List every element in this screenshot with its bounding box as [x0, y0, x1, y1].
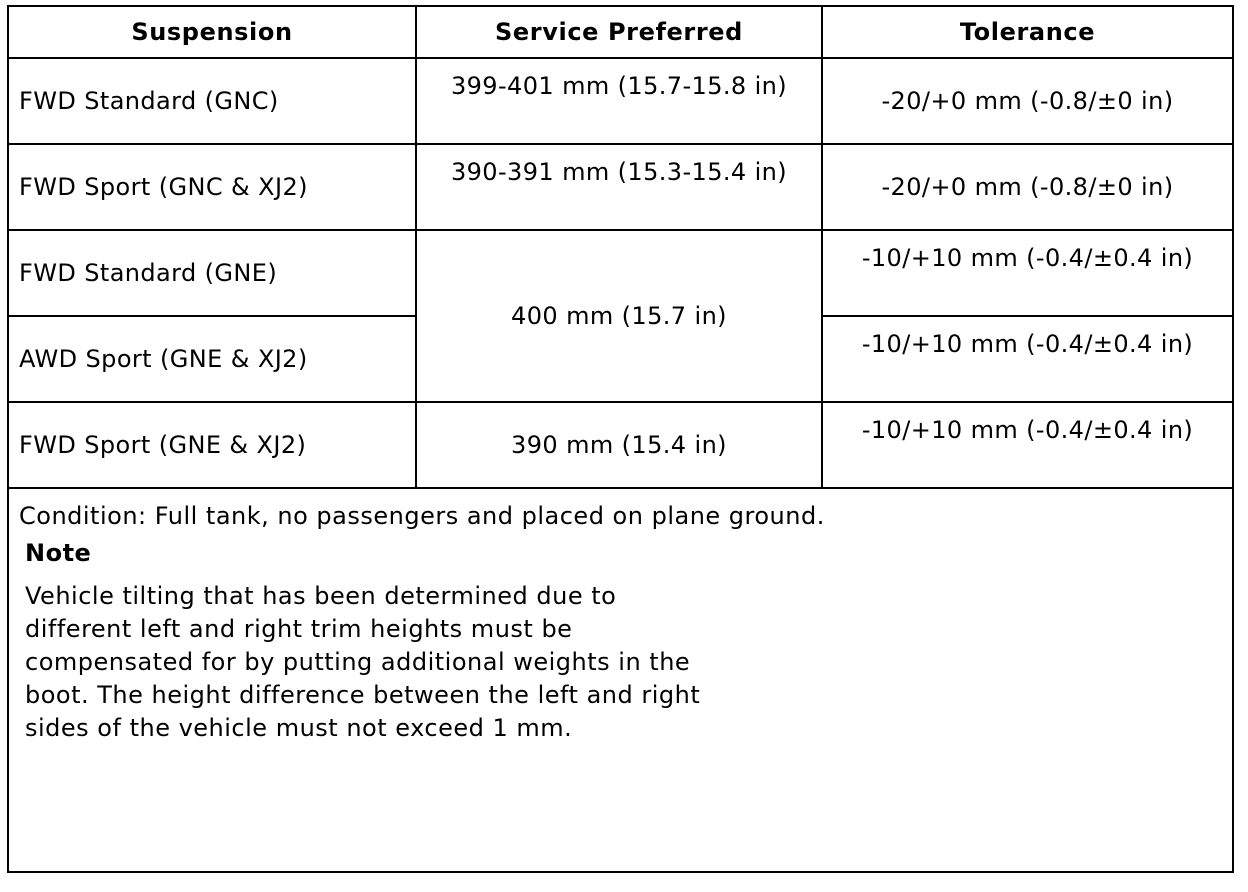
service-preferred-cell: 390-391 mm (15.3-15.4 in) — [416, 144, 822, 230]
tolerance-cell: -20/+0 mm (-0.8/±0 in) — [822, 144, 1233, 230]
condition-text: Condition: Full tank, no passengers and placed on plane ground. — [19, 502, 825, 530]
suspension-cell: FWD Sport (GNC & XJ2) — [8, 144, 416, 230]
tolerance-cell: -10/+10 mm (-0.4/±0.4 in) — [822, 230, 1233, 316]
suspension-cell: FWD Standard (GNE) — [8, 230, 416, 316]
tolerance-cell: -10/+10 mm (-0.4/±0.4 in) — [822, 316, 1233, 402]
header-row — [8, 6, 1233, 58]
table-row — [8, 144, 1233, 230]
suspension-cell: AWD Sport (GNE & XJ2) — [8, 316, 416, 402]
note-text: Vehicle tilting that has been determined due to different left and right trim heights must be compensated for by putting additional weights in the boot. The height difference between the left and right sides of the vehicle must not exceed 1 mm. — [25, 582, 701, 742]
header-suspension: Suspension — [8, 6, 416, 58]
header-service-preferred: Service Preferred — [416, 6, 822, 58]
suspension-cell: FWD Standard (GNC) — [8, 58, 416, 144]
header-tolerance: Tolerance — [822, 6, 1233, 58]
table-row — [8, 230, 1233, 316]
table-row — [8, 402, 1233, 488]
table-row — [8, 58, 1233, 144]
notes-row — [8, 488, 1233, 872]
tolerance-cell: -10/+10 mm (-0.4/±0.4 in) — [822, 402, 1233, 488]
suspension-cell: FWD Sport (GNE & XJ2) — [8, 402, 416, 488]
notes-cell — [8, 488, 1233, 872]
service-preferred-cell: 390 mm (15.4 in) — [416, 402, 822, 488]
service-preferred-cell-merged: 400 mm (15.7 in) — [416, 230, 822, 402]
tolerance-cell: -20/+0 mm (-0.8/±0 in) — [822, 58, 1233, 144]
note-title: Note — [25, 539, 92, 567]
trim-height-spec-table — [7, 5, 1234, 873]
service-preferred-cell: 399-401 mm (15.7-15.8 in) — [416, 58, 822, 144]
